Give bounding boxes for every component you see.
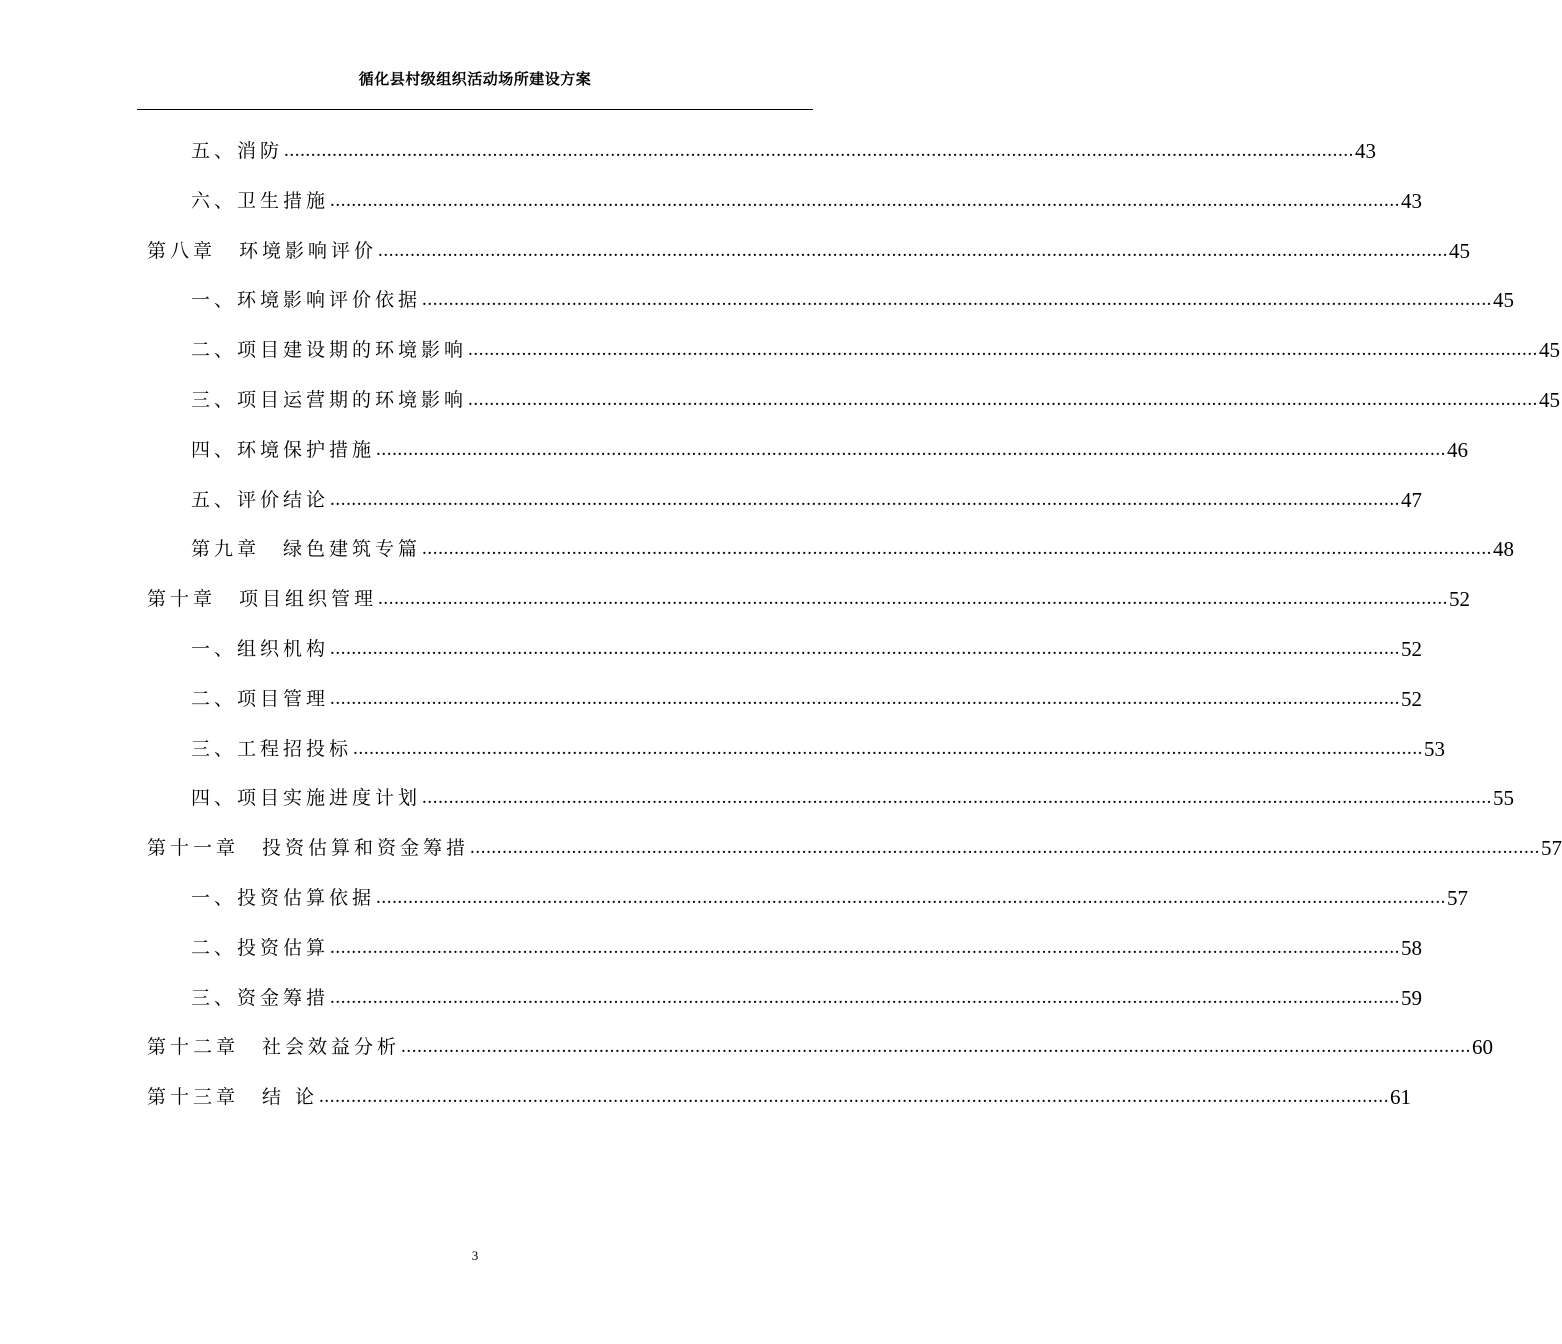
toc-leader-dots: ........................................................................................................................................................................................................ (330, 488, 1401, 510)
toc-entry[interactable] (191, 335, 1561, 365)
toc-entry-page-number: 52 (1449, 587, 1471, 612)
toc-entry[interactable] (191, 485, 1423, 515)
toc-entry-page-number: 57 (1447, 886, 1469, 910)
toc-leader-dots: ........................................................................................................................................................................................................ (378, 239, 1449, 261)
toc-entry[interactable] (147, 1032, 1494, 1062)
toc-entry-page-number: 43 (1355, 139, 1377, 163)
toc-entry[interactable] (191, 684, 1423, 714)
toc-entry-page-number: 59 (1401, 985, 1423, 1010)
toc-entry-page-number: 53 (1424, 736, 1446, 761)
toc-entry-page-number: 48 (1493, 537, 1515, 562)
toc-entry-page-number: 58 (1401, 935, 1423, 960)
toc-leader-dots: ........................................................................................................................................................................................................ (422, 289, 1493, 311)
toc-entry-label: 二、项目管理 (191, 687, 330, 710)
toc-entry-page-number: 45 (1539, 388, 1561, 412)
toc-entry-page-number: 52 (1401, 637, 1423, 661)
toc-entry[interactable] (147, 584, 1471, 614)
toc-entry[interactable] (191, 385, 1561, 415)
toc-entry[interactable] (191, 634, 1423, 664)
toc-entry-page-number: 45 (1449, 238, 1471, 263)
toc-entry-label: 一、组织机构 (191, 638, 330, 660)
document-header-title: 循化县村级组织活动场所建设方案 (358, 70, 592, 88)
toc-entry-label: 第十二章 社会效益分析 (147, 1036, 401, 1059)
toc-leader-dots: ........................................................................................................................................................................................................ (470, 837, 1541, 859)
toc-entry-page-number: 60 (1472, 1035, 1494, 1060)
toc-leader-dots: ........................................................................................................................................................................................................ (330, 986, 1401, 1008)
toc-entry[interactable] (191, 783, 1515, 813)
toc-entry-label: 三、资金筹措 (191, 986, 330, 1009)
page-number: 3 (471, 1248, 479, 1263)
toc-entry-label: 二、项目建设期的环境影响 (191, 339, 468, 362)
toc-entry-label: 二、投资估算 (191, 936, 330, 959)
toc-entry-label: 五、评价结论 (191, 488, 330, 511)
toc-leader-dots: ........................................................................................................................................................................................................ (353, 737, 1424, 759)
toc-leader-dots: ........................................................................................................................................................................................................ (401, 1036, 1472, 1058)
toc-entry[interactable] (147, 833, 1562, 863)
toc-entry[interactable] (147, 1082, 1412, 1112)
toc-entry-page-number: 61 (1390, 1085, 1412, 1110)
toc-entry[interactable] (191, 136, 1377, 166)
toc-entry-label: 第九章 绿色建筑专篇 (191, 538, 422, 561)
toc-entry[interactable] (191, 435, 1469, 465)
toc-entry[interactable] (191, 883, 1469, 913)
toc-leader-dots: ........................................................................................................................................................................................................ (468, 389, 1539, 410)
toc-entry[interactable] (191, 734, 1446, 764)
toc-entry-label: 第十三章 结 论 (147, 1086, 319, 1109)
toc-entry[interactable] (191, 186, 1423, 216)
toc-entry-label: 第十章 项目组织管理 (147, 588, 378, 611)
toc-entry-label: 四、项目实施进度计划 (191, 787, 422, 810)
toc-entry[interactable] (191, 534, 1515, 564)
toc-entry[interactable] (191, 983, 1423, 1013)
toc-entry-label: 四、环境保护措施 (191, 438, 376, 461)
toc-leader-dots: ........................................................................................................................................................................................................ (376, 438, 1447, 460)
header-divider (137, 109, 813, 110)
toc-entry-label: 三、工程招投标 (191, 737, 353, 760)
toc-leader-dots: ........................................................................................................................................................................................................ (422, 538, 1493, 560)
toc-leader-dots: ........................................................................................................................................................................................................ (468, 339, 1539, 361)
toc-entry-page-number: 47 (1401, 487, 1423, 512)
toc-leader-dots: ........................................................................................................................................................................................................ (422, 787, 1493, 809)
toc-entry[interactable] (191, 285, 1515, 315)
toc-entry-page-number: 55 (1493, 786, 1515, 811)
toc-entry-page-number: 45 (1493, 288, 1515, 313)
toc-entry[interactable] (191, 933, 1423, 963)
toc-leader-dots: ........................................................................................................................................................................................................ (330, 936, 1401, 958)
toc-leader-dots: ........................................................................................................................................................................................................ (319, 1086, 1390, 1108)
toc-entry-page-number: 52 (1401, 686, 1423, 711)
toc-entry-label: 第十一章 投资估算和资金筹措 (147, 837, 470, 860)
toc-leader-dots: ........................................................................................................................................................................................................ (330, 189, 1401, 211)
toc-entry-page-number: 46 (1447, 437, 1469, 462)
toc-entry-label: 一、投资估算依据 (191, 887, 376, 909)
toc-leader-dots: ........................................................................................................................................................................................................ (376, 887, 1447, 908)
toc-entry-label: 一、环境影响评价依据 (191, 289, 422, 312)
toc-entry-page-number: 45 (1539, 338, 1561, 363)
toc-entry-label: 六、卫生措施 (191, 189, 330, 212)
toc-entry-label: 三、项目运营期的环境影响 (191, 389, 468, 411)
toc-entry-page-number: 57 (1541, 836, 1562, 861)
toc-leader-dots: ........................................................................................................................................................................................................ (330, 687, 1401, 709)
toc-entry-page-number: 43 (1401, 188, 1423, 213)
toc-leader-dots: ........................................................................................................................................................................................................ (330, 638, 1401, 659)
toc-leader-dots: ........................................................................................................................................................................................................ (284, 140, 1355, 161)
toc-entry-label: 五、消防 (191, 140, 284, 162)
toc-entry[interactable] (147, 236, 1471, 266)
toc-leader-dots: ........................................................................................................................................................................................................ (378, 588, 1449, 610)
toc-entry-label: 第八章 环境影响评价 (147, 239, 378, 262)
